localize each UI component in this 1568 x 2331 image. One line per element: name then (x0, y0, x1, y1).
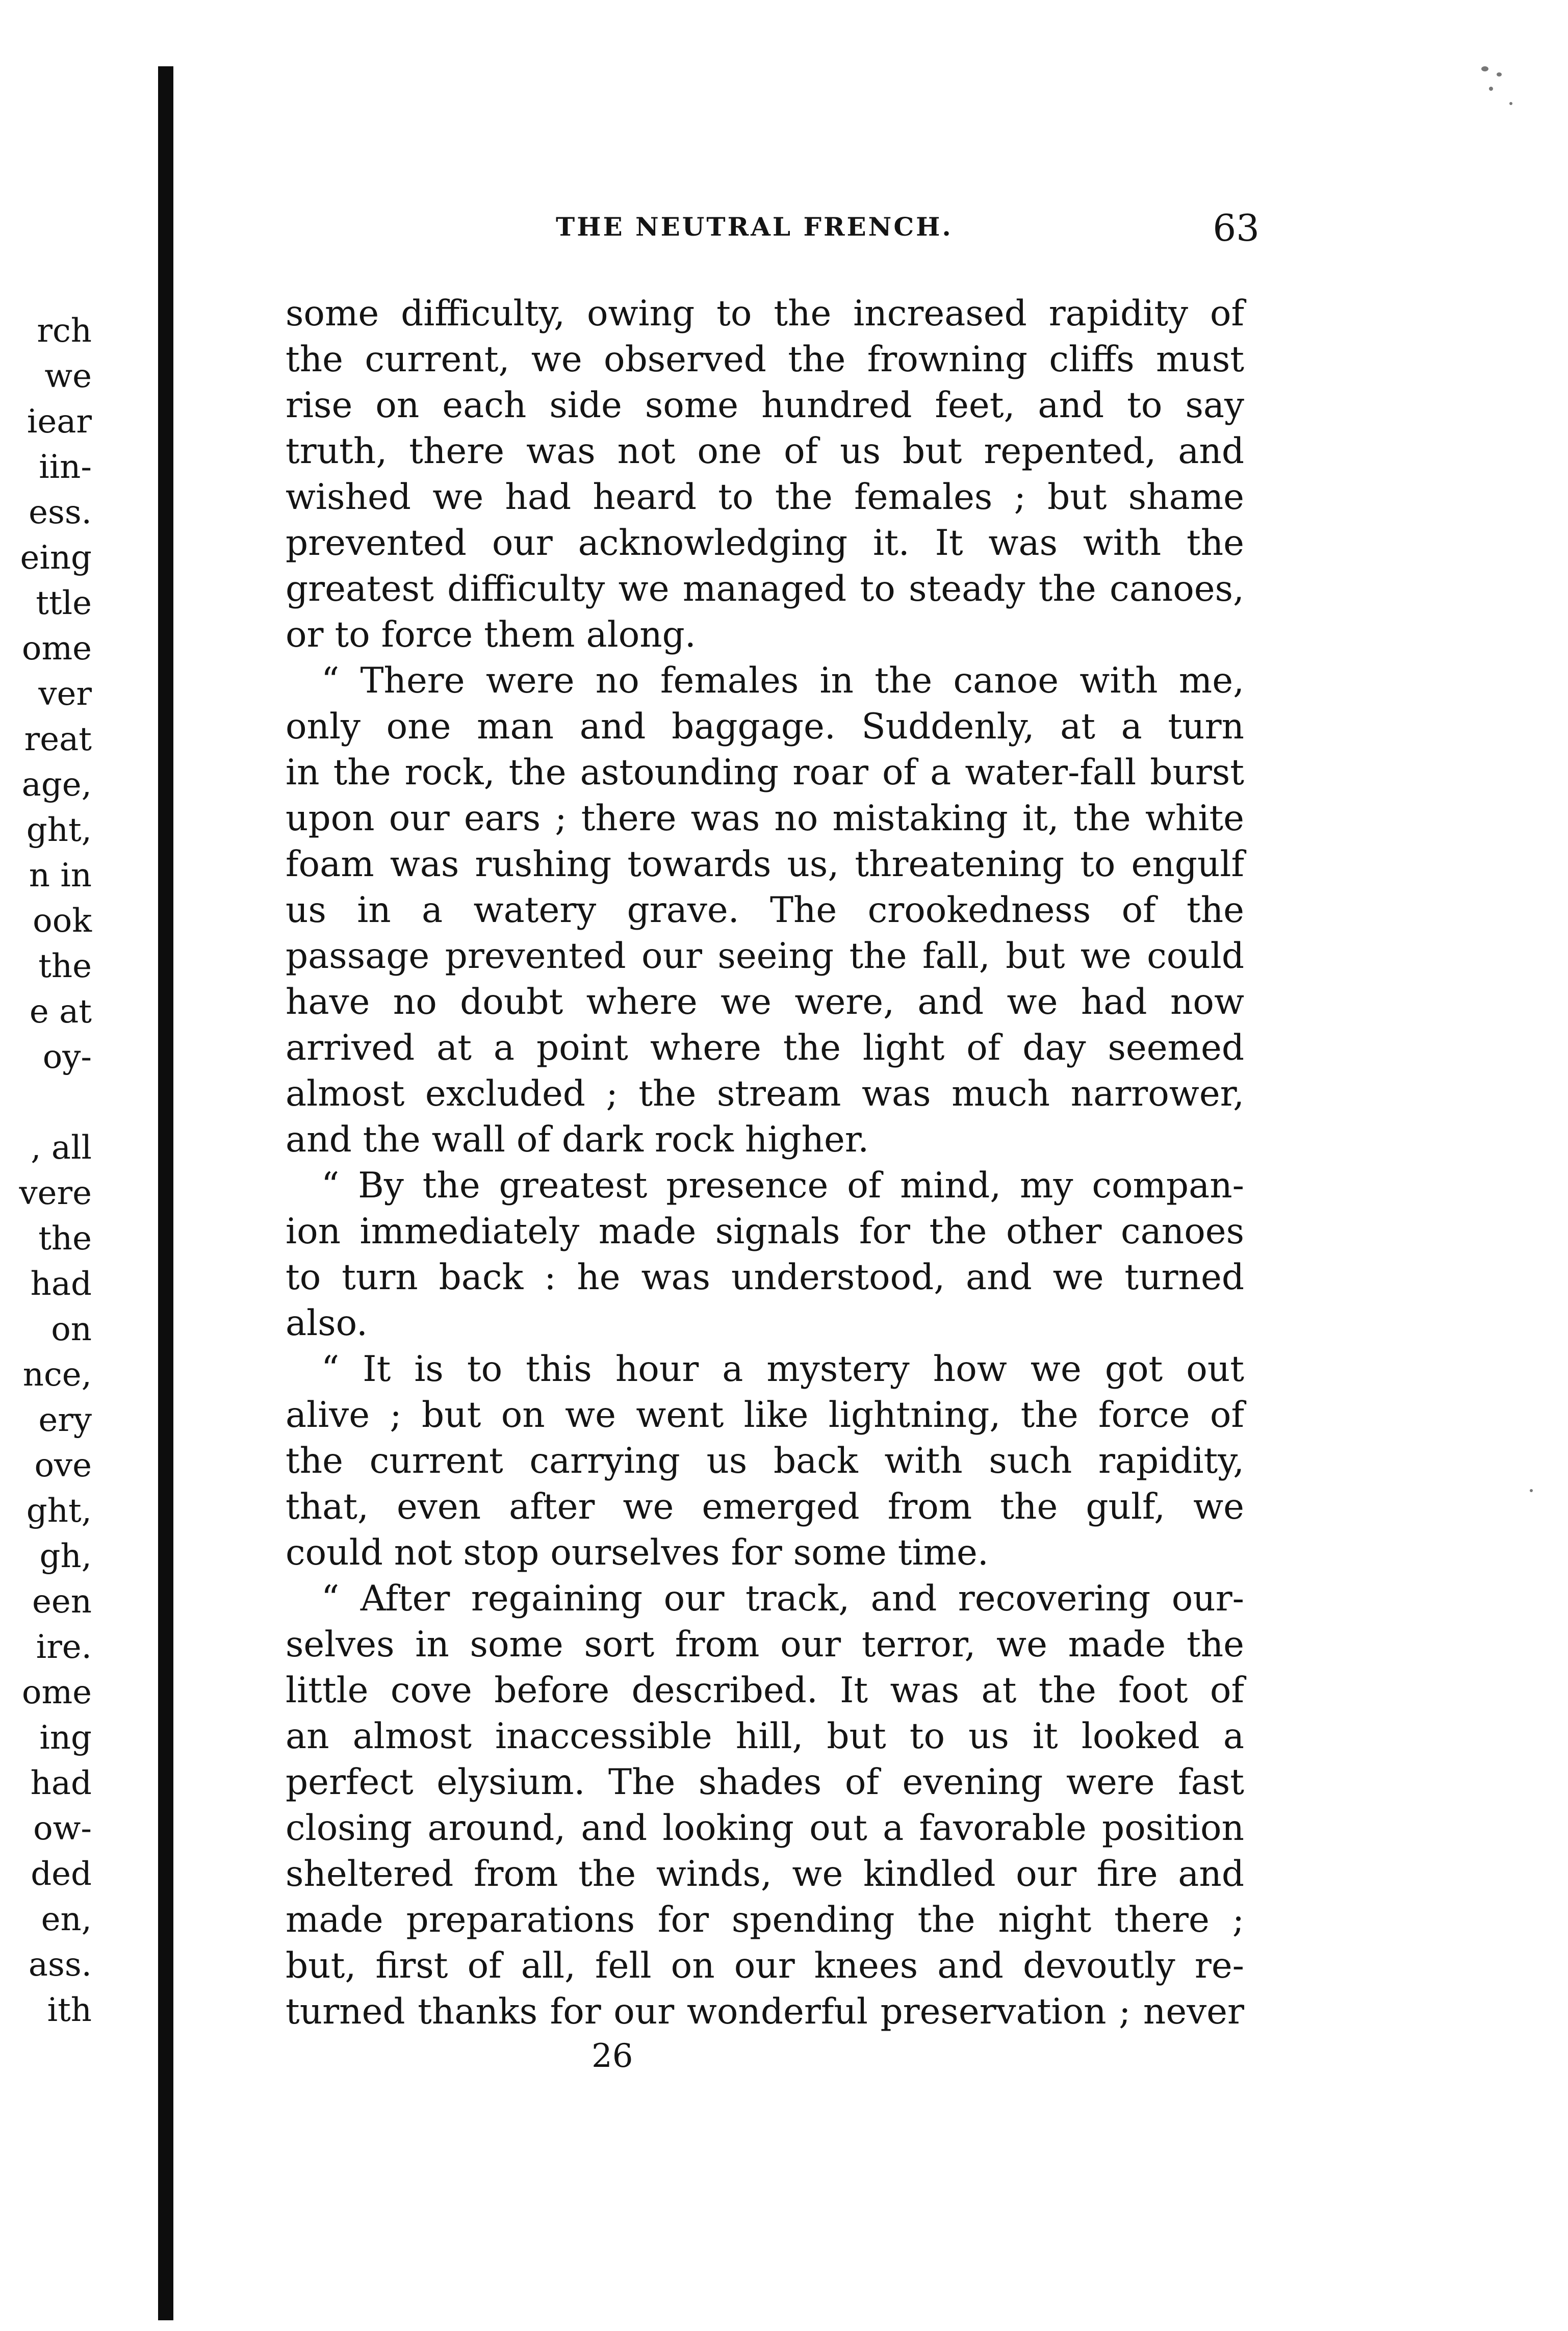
text-line: selves in some sort from our terror, we made the (286, 1624, 1244, 1665)
margin-fragment: we (44, 357, 92, 395)
text-line: in the rock, the astounding roar of a water-fall burst (286, 752, 1244, 793)
text-line: to turn back : he was understood, and we turned (286, 1257, 1244, 1298)
text-line: an almost inaccessible hill, but to us it looked a (286, 1716, 1244, 1757)
margin-fragment: ow- (33, 1810, 92, 1848)
text-line: turned thanks for our wonderful preservation ; never (286, 1991, 1244, 2032)
margin-fragment: ver (38, 675, 92, 713)
margin-fragment: en, (41, 1901, 92, 1938)
signature-mark: 26 (592, 2037, 633, 2075)
running-title: THE NEUTRAL FRENCH. (556, 212, 953, 242)
margin-fragment: e at (29, 993, 92, 1031)
text-line: some difficulty, owing to the increased rapidity of (286, 293, 1244, 334)
text-line: the current carrying us back with such rapidity, (286, 1441, 1244, 1481)
text-line: wished we had heard to the females ; but shame (286, 477, 1244, 518)
text-line: have no doubt where we were, and we had now (286, 982, 1244, 1022)
margin-fragment: een (32, 1583, 92, 1621)
margin-fragment: reat (24, 721, 92, 758)
text-line: also. (286, 1303, 368, 1344)
text-line: greatest difficulty we managed to steady the canoes, (286, 569, 1244, 609)
margin-fragment: ery (38, 1401, 92, 1439)
margin-fragment: ith (47, 1991, 92, 2029)
margin-fragment: ght, (26, 811, 92, 849)
text-line: “ It is to this hour a mystery how we got out (321, 1349, 1244, 1390)
margin-fragment: vere (19, 1174, 92, 1212)
text-line: or to force them along. (286, 614, 696, 655)
text-line: almost excluded ; the stream was much narrower, (286, 1073, 1244, 1114)
margin-fragment: , all (31, 1129, 92, 1167)
margin-fragment: ght, (26, 1492, 92, 1530)
margin-fragment: had (30, 1764, 92, 1802)
text-line: foam was rushing towards us, threatening to engulf (286, 844, 1244, 885)
text-line: “ There were no females in the canoe with me, (321, 660, 1244, 701)
text-line: the current, we observed the frowning cliffs must (286, 339, 1244, 380)
text-line: perfect elysium. The shades of evening were fast (286, 1762, 1244, 1803)
margin-fragment: ess. (29, 494, 92, 531)
margin-fragment: n in (29, 857, 92, 894)
margin-fragment: oy- (42, 1038, 92, 1076)
text-line: alive ; but on we went like lightning, the force of (286, 1395, 1244, 1436)
margin-fragment: ing (39, 1719, 92, 1757)
text-line: little cove before described. It was at the foot of (286, 1670, 1244, 1711)
text-line: passage prevented our seeing the fall, but we could (286, 936, 1244, 977)
text-line: could not stop ourselves for some time. (286, 1532, 989, 1573)
margin-fragment: had (30, 1265, 92, 1303)
margin-fragment: iear (27, 403, 92, 441)
margin-fragment: eing (20, 539, 92, 577)
text-line: truth, there was not one of us but repented, and (286, 431, 1244, 472)
margin-fragment (0, 1080, 92, 1125)
text-line: “ After regaining our track, and recovering our- (321, 1578, 1244, 1619)
text-line: closing around, and looking out a favorable position (286, 1808, 1244, 1849)
margin-fragment: ome (21, 630, 92, 668)
margin-fragment: ove (34, 1447, 92, 1484)
text-line: that, even after we emerged from the gulf, we (286, 1487, 1244, 1527)
text-line: upon our ears ; there was no mistaking it, the white (286, 798, 1244, 839)
text-line: us in a watery grave. The crookedness of the (286, 890, 1244, 931)
margin-fragment: ook (33, 902, 92, 940)
text-line: arrived at a point where the light of day seemed (286, 1028, 1244, 1068)
page-header (556, 207, 1259, 247)
margin-fragment: nce, (22, 1356, 92, 1394)
text-line: and the wall of dark rock higher. (286, 1119, 869, 1160)
book-spine-shadow (158, 66, 173, 2320)
facing-page-margin-text (0, 309, 92, 2033)
text-line: prevented our acknowledging it. It was with the (286, 523, 1244, 563)
text-line: sheltered from the winds, we kindled our fire and (286, 1854, 1244, 1894)
margin-fragment: ire. (36, 1628, 92, 1666)
margin-fragment: ded (31, 1855, 92, 1893)
margin-fragment: the (38, 1220, 92, 1258)
margin-fragment: rch (37, 312, 92, 350)
text-line: only one man and baggage. Suddenly, at a turn (286, 706, 1244, 747)
text-line: rise on each side some hundred feet, and to say (286, 385, 1244, 426)
text-line: “ By the greatest presence of mind, my compan- (321, 1165, 1244, 1206)
margin-fragment: ass. (28, 1946, 92, 1984)
text-line: made preparations for spending the night there ; (286, 1900, 1244, 1940)
text-line: ion immediately made signals for the other canoes (286, 1211, 1244, 1252)
margin-fragment: iin- (39, 448, 92, 486)
page-number: 63 (1213, 207, 1259, 249)
margin-fragment: gh, (39, 1538, 92, 1575)
margin-fragment: ome (21, 1674, 92, 1711)
margin-fragment: age, (21, 766, 92, 804)
body-text (286, 291, 1244, 2035)
margin-fragment: ttle (36, 584, 92, 622)
margin-fragment: the (38, 947, 92, 985)
margin-fragment: on (51, 1311, 92, 1348)
text-line: but, first of all, fell on our knees and devoutly re- (286, 1945, 1244, 1986)
